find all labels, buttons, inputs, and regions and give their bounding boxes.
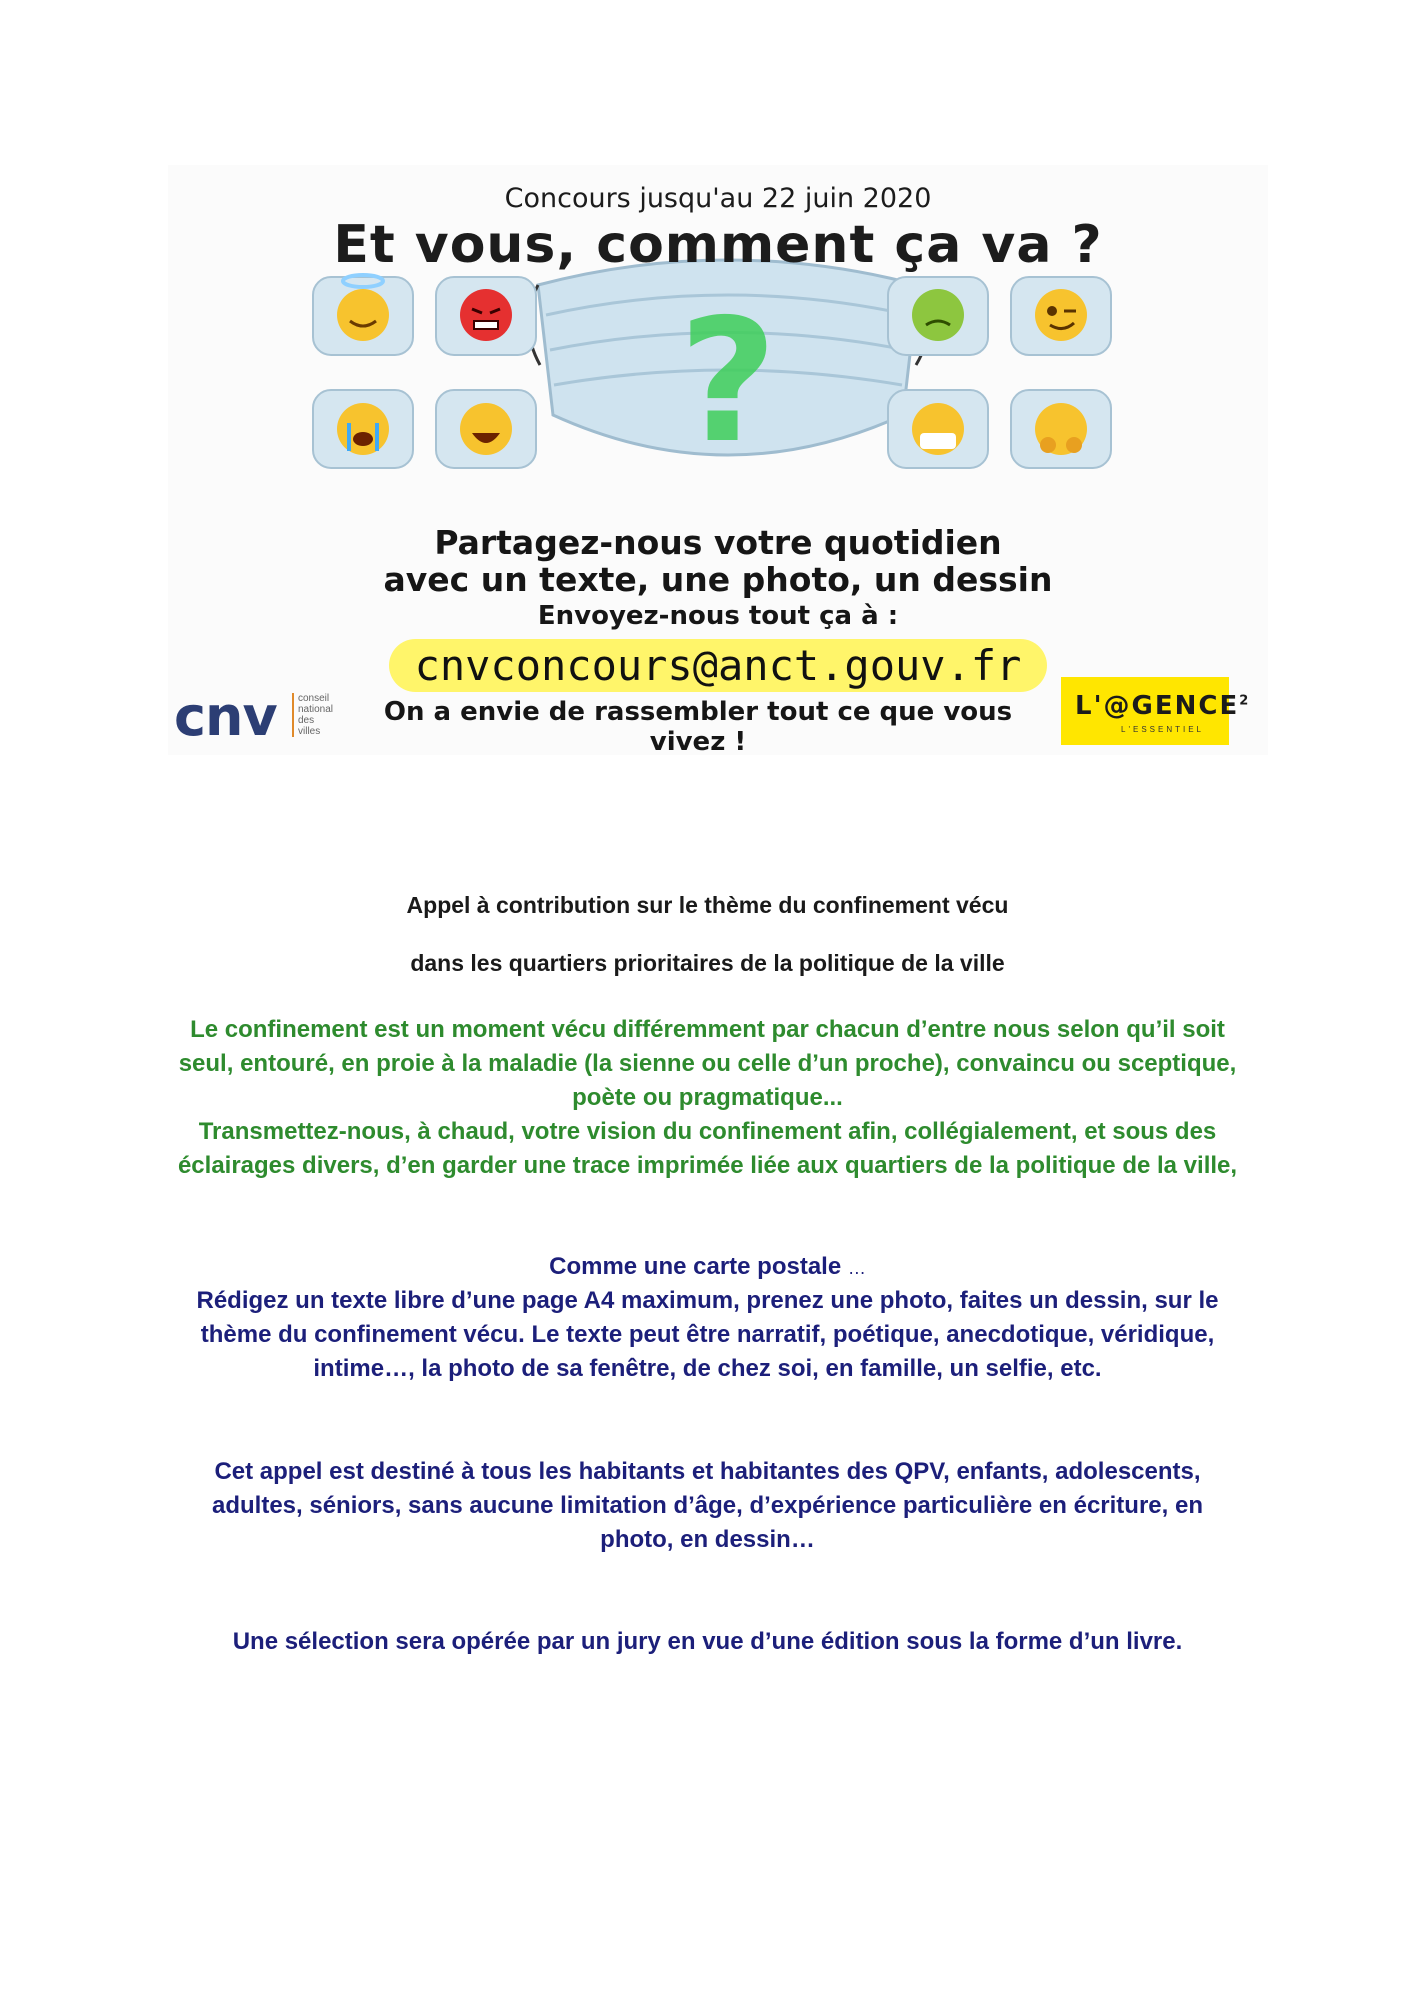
green-paragraph-2: Transmettez-nous, à chaud, votre vision du confinement afin, collégialement, et sous des éclairages divers, d’en garder une trace imprimée liée aux quartiers de la politique de la ville, [177,1118,1238,1179]
share-line-1: Partagez-nous votre quotidien [434,523,1002,562]
emoji-mask-wink-icon [1011,277,1111,355]
big-mask-icon [528,260,928,481]
cnv-logo [174,685,334,747]
send-line: Envoyez-nous tout ça à : [537,601,899,631]
emoji-mask-sick-icon [888,277,988,355]
postcard-text: Rédigez un texte libre d’une page A4 maximum, prenez une photo, faites un dessin, sur le thème du confinement vécu. Le texte peut être narratif, poétique, anecdotique, véridique, intime…, la photo de sa fenêtre, de chez soi, en famille, un selfie, etc. [196,1287,1219,1382]
emoji-mask-crying-icon [313,390,413,468]
contest-poster [168,165,1268,755]
green-paragraph-1: Le confinement est un moment vécu différemment par chacun d’entre nous selon qu’il soit seul, entouré, en proie à la maladie (la sienne ou celle d’un proche), convaincu ou sceptique, poète ou pragmatique... [178,1016,1237,1111]
svg-text:?: ? [678,283,778,481]
agence-logo [1061,677,1251,745]
contest-email: cnvconcours@anct.gouv.fr [389,639,1048,692]
emoji-mask-angel-icon [313,275,413,355]
agence-logo-text: L'@GENCE$^2$ [1075,691,1251,721]
emoji-mask-masked-icon [888,390,988,468]
selection-text: Une sélection sera opérée par un jury en vue d’une édition sous la forme d’un livre. [232,1628,1183,1655]
heading-2: dans les quartiers prioritaires de la politique de la ville [410,950,1005,976]
audience-text: Cet appel est destiné à tous les habitants et habitantes des QPV, enfants, adolescents, adultes, séniors, sans aucune limitation d’âge, d’expérience particulière en écriture, en photo, en dessin… [211,1458,1203,1553]
cnv-logo-text: cnv [174,685,277,748]
heading-1: Appel à contribution sur le thème du confinement vécu [406,892,1009,918]
poster-tagline: On a envie de rassembler tout ce que vous vivez ! [383,697,1013,757]
emoji-mask-hands-icon [1011,390,1111,468]
share-line-2: avec un texte, une photo, un dessin [383,560,1053,599]
emoji-mask-angry-icon [436,277,536,355]
contest-date: Concours jusqu'au 22 juin 2020 [504,183,932,214]
agence-logo-subtitle: L'ESSENTIEL [1121,725,1204,734]
emoji-mask-laughing-icon [436,390,536,468]
postcard-title: Comme une carte postale … [549,1253,866,1280]
cnv-logo-subtitle: conseil national des villes [292,693,334,737]
poster-headline: Et vous, comment ça va ? [333,215,1103,275]
